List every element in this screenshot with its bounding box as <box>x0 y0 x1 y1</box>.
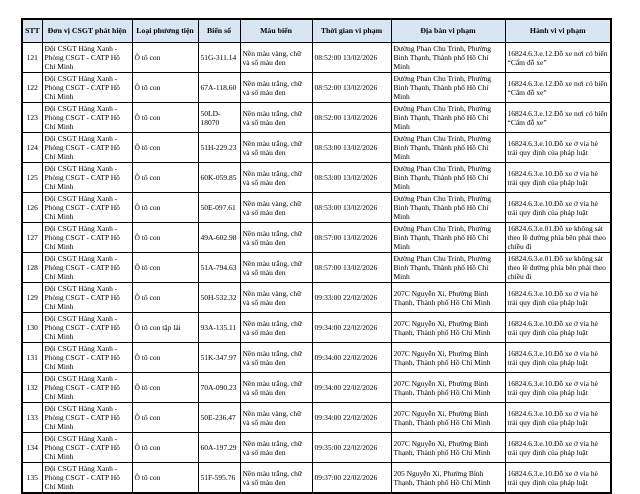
location-cell: 207C Nguyễn Xi, Phường Bình Thạnh, Thành phố Hồ Chí Minh <box>391 373 505 403</box>
violation-cell: 16824.6.3.e.10.Đỗ xe ở vỉa hè trái quy định của pháp luật <box>505 463 611 494</box>
violation-cell: 16824.6.3.e.10.Đỗ xe ở vỉa hè trái quy định của pháp luật <box>505 193 611 223</box>
time-cell: 08:52:00 13/02/2026 <box>312 103 391 133</box>
color-cell: Nền màu vàng, chữ và số màu đen <box>240 193 312 223</box>
violation-cell: 16824.6.3.e.10.Đỗ xe ở vỉa hè trái quy định của pháp luật <box>505 343 611 373</box>
color-cell: Nền màu trắng, chữ và số màu đen <box>240 343 312 373</box>
plate-cell: 51K-347.97 <box>198 343 240 373</box>
color-cell: Nền màu trắng, chữ và số màu đen <box>240 253 312 283</box>
vehicle-cell: Ô tô con <box>132 463 198 494</box>
table-row <box>22 343 611 373</box>
violation-cell: 16824.6.3.e.01.Đỗ xe không sát theo lề đường phía bên phải theo chiều đi <box>505 253 611 283</box>
plate-cell: 50H-532.32 <box>198 283 240 313</box>
color-cell: Nền màu trắng, chữ và số màu đen <box>240 73 312 103</box>
vehicle-cell: Ô tô con <box>132 163 198 193</box>
vehicle-cell: Ô tô con <box>132 253 198 283</box>
table-row <box>22 73 611 103</box>
stt-cell: 131 <box>22 343 42 373</box>
table-row <box>22 463 611 494</box>
color-cell: Nền màu trắng, chữ và số màu đen <box>240 463 312 494</box>
color-cell: Nền màu vàng, chữ và số màu đen <box>240 403 312 433</box>
location-cell: 207C Nguyễn Xi, Phường Bình Thạnh, Thành phố Hồ Chí Minh <box>391 313 505 343</box>
vehicle-cell: Ô tô con <box>132 433 198 463</box>
location-cell: Đường Phan Chu Trinh, Phường Bình Thạnh, Thành phố Hồ Chí Minh <box>391 133 505 163</box>
time-cell: 08:53:00 13/02/2026 <box>312 163 391 193</box>
plate-cell: 60K-059.85 <box>198 163 240 193</box>
location-cell: Đường Phan Chu Trinh, Phường Bình Thạnh, Thành phố Hồ Chí Minh <box>391 163 505 193</box>
vehicle-cell: Ô tô con <box>132 283 198 313</box>
table-row <box>22 403 611 433</box>
time-cell: 09:34:00 22/02/2026 <box>312 343 391 373</box>
violation-cell: 16824.6.3.e.01.Đỗ xe không sát theo lề đường phía bên phải theo chiều đi <box>505 223 611 253</box>
plate-cell: 67A-118.60 <box>198 73 240 103</box>
color-cell: Nền màu trắng, chữ và số màu đen <box>240 373 312 403</box>
plate-cell: 51G-311.14 <box>198 43 240 73</box>
location-cell: Đường Phan Chu Trinh, Phường Bình Thạnh, Thành phố Hồ Chí Minh <box>391 43 505 73</box>
column-header-time: Thời gian vi phạm <box>312 19 391 43</box>
unit-cell: Đội CSGT Hàng Xanh - Phòng CSGT - CATP Hồ Chí Minh <box>42 133 132 163</box>
violations-table <box>21 18 612 494</box>
unit-cell: Đội CSGT Hàng Xanh - Phòng CSGT - CATP Hồ Chí Minh <box>42 403 132 433</box>
stt-cell: 132 <box>22 373 42 403</box>
color-cell: Nền màu vàng, chữ và số màu đen <box>240 283 312 313</box>
table-row <box>22 283 611 313</box>
color-cell: Nền màu trắng, chữ và số màu đen <box>240 163 312 193</box>
location-cell: 207C Nguyễn Xi, Phường Bình Thạnh, Thành phố Hồ Chí Minh <box>391 283 505 313</box>
column-header-vehicle: Loại phương tiện <box>132 19 198 43</box>
location-cell: 205 Nguyễn Xi, Phường Bình Thạnh, Thành phố Hồ Chí Minh <box>391 463 505 494</box>
unit-cell: Đội CSGT Hàng Xanh - Phòng CSGT - CATP Hồ Chí Minh <box>42 433 132 463</box>
violation-cell: 16824.6.3.e.12.Đỗ xe nơi có biển “Cấm đỗ xe” <box>505 43 611 73</box>
column-header-plate: Biển số <box>198 19 240 43</box>
location-cell: Đường Phan Chu Trinh, Phường Bình Thạnh, Thành phố Hồ Chí Minh <box>391 193 505 223</box>
stt-cell: 129 <box>22 283 42 313</box>
table-row <box>22 223 611 253</box>
time-cell: 09:34:00 22/02/2026 <box>312 313 391 343</box>
vehicle-cell: Ô tô con <box>132 103 198 133</box>
time-cell: 08:53:00 13/02/2026 <box>312 193 391 223</box>
stt-cell: 130 <box>22 313 42 343</box>
stt-cell: 128 <box>22 253 42 283</box>
color-cell: Nền màu trắng, chữ và số màu đen <box>240 103 312 133</box>
color-cell: Nền màu trắng, chữ và số màu đen <box>240 313 312 343</box>
violations-table-body <box>22 43 611 494</box>
violations-table-header <box>22 19 611 43</box>
stt-cell: 125 <box>22 163 42 193</box>
vehicle-cell: Ô tô con <box>132 133 198 163</box>
column-header-location: Địa bàn vi phạm <box>391 19 505 43</box>
time-cell: 09:35:00 22/02/2026 <box>312 433 391 463</box>
violation-cell: 16824.6.3.e.10.Đỗ xe ở vỉa hè trái quy định của pháp luật <box>505 433 611 463</box>
stt-cell: 121 <box>22 43 42 73</box>
violation-cell: 16824.6.3.e.12.Đỗ xe nơi có biển “Cấm đỗ xe” <box>505 103 611 133</box>
column-header-violation: Hành vi vi phạm <box>505 19 611 43</box>
color-cell: Nền màu trắng, chữ và số màu đen <box>240 433 312 463</box>
stt-cell: 135 <box>22 463 42 494</box>
table-row <box>22 373 611 403</box>
unit-cell: Đội CSGT Hàng Xanh - Phòng CSGT - CATP Hồ Chí Minh <box>42 463 132 494</box>
location-cell: Đường Phan Chu Trinh, Phường Bình Thạnh, Thành phố Hồ Chí Minh <box>391 223 505 253</box>
location-cell: 207C Nguyễn Xi, Phường Bình Thạnh, Thành phố Hồ Chí Minh <box>391 433 505 463</box>
color-cell: Nền màu trắng, chữ và số màu đen <box>240 133 312 163</box>
time-cell: 08:57:00 13/02/2026 <box>312 253 391 283</box>
stt-cell: 122 <box>22 73 42 103</box>
color-cell: Nền màu vàng, chữ và số màu đen <box>240 43 312 73</box>
vehicle-cell: Ô tô con <box>132 223 198 253</box>
time-cell: 08:52:00 13/02/2026 <box>312 43 391 73</box>
color-cell: Nền màu trắng, chữ và số màu đen <box>240 223 312 253</box>
violation-cell: 16824.6.3.e.10.Đỗ xe ở vỉa hè trái quy định của pháp luật <box>505 313 611 343</box>
violation-cell: 16824.6.3.e.10.Đỗ xe ở vỉa hè trái quy định của pháp luật <box>505 403 611 433</box>
stt-cell: 123 <box>22 103 42 133</box>
vehicle-cell: Ô tô con <box>132 73 198 103</box>
violation-cell: 16824.6.3.e.12.Đỗ xe nơi có biển “Cấm đỗ xe” <box>505 73 611 103</box>
column-header-color: Màu biển <box>240 19 312 43</box>
table-row <box>22 103 611 133</box>
plate-cell: 49A-602.98 <box>198 223 240 253</box>
time-cell: 08:52:00 13/02/2026 <box>312 73 391 103</box>
vehicle-cell: Ô tô con <box>132 373 198 403</box>
violation-cell: 16824.6.3.e.10.Đỗ xe ở vỉa hè trái quy định của pháp luật <box>505 373 611 403</box>
unit-cell: Đội CSGT Hàng Xanh - Phòng CSGT - CATP Hồ Chí Minh <box>42 313 132 343</box>
time-cell: 09:37:00 22/02/2026 <box>312 463 391 494</box>
unit-cell: Đội CSGT Hàng Xanh - Phòng CSGT - CATP Hồ Chí Minh <box>42 73 132 103</box>
vehicle-cell: Ô tô con <box>132 193 198 223</box>
table-row <box>22 313 611 343</box>
time-cell: 08:53:00 13/02/2026 <box>312 133 391 163</box>
column-header-stt: STT <box>22 19 42 43</box>
plate-cell: 51H-229.23 <box>198 133 240 163</box>
stt-cell: 124 <box>22 133 42 163</box>
table-row <box>22 433 611 463</box>
vehicle-cell: Ô tô con <box>132 43 198 73</box>
time-cell: 09:33:00 22/02/2026 <box>312 283 391 313</box>
plate-cell: 50E-097.61 <box>198 193 240 223</box>
table-row <box>22 133 611 163</box>
unit-cell: Đội CSGT Hàng Xanh - Phòng CSGT - CATP Hồ Chí Minh <box>42 373 132 403</box>
plate-cell: 51F-595.76 <box>198 463 240 494</box>
location-cell: Đường Phan Chu Trinh, Phường Bình Thạnh, Thành phố Hồ Chí Minh <box>391 103 505 133</box>
table-row <box>22 163 611 193</box>
vehicle-cell: Ô tô con <box>132 403 198 433</box>
location-cell: Đường Phan Chu Trinh, Phường Bình Thạnh, Thành phố Hồ Chí Minh <box>391 73 505 103</box>
plate-cell: 50LD-18070 <box>198 103 240 133</box>
table-row <box>22 43 611 73</box>
time-cell: 08:57:00 13/02/2026 <box>312 223 391 253</box>
location-cell: Đường Phan Chu Trinh, Phường Bình Thạnh, Thành phố Hồ Chí Minh <box>391 253 505 283</box>
vehicle-cell: Ô tô con <box>132 343 198 373</box>
time-cell: 09:34:00 22/02/2026 <box>312 373 391 403</box>
stt-cell: 126 <box>22 193 42 223</box>
unit-cell: Đội CSGT Hàng Xanh - Phòng CSGT - CATP Hồ Chí Minh <box>42 253 132 283</box>
location-cell: 207C Nguyễn Xi, Phường Bình Thạnh, Thành phố Hồ Chí Minh <box>391 403 505 433</box>
unit-cell: Đội CSGT Hàng Xanh - Phòng CSGT - CATP Hồ Chí Minh <box>42 43 132 73</box>
location-cell: 207C Nguyễn Xi, Phường Bình Thạnh, Thành phố Hồ Chí Minh <box>391 343 505 373</box>
unit-cell: Đội CSGT Hàng Xanh - Phòng CSGT - CATP Hồ Chí Minh <box>42 103 132 133</box>
unit-cell: Đội CSGT Hàng Xanh - Phòng CSGT - CATP Hồ Chí Minh <box>42 193 132 223</box>
violation-cell: 16824.6.3.e.10.Đỗ xe ở vỉa hè trái quy định của pháp luật <box>505 163 611 193</box>
unit-cell: Đội CSGT Hàng Xanh - Phòng CSGT - CATP Hồ Chí Minh <box>42 223 132 253</box>
plate-cell: 51A-794.63 <box>198 253 240 283</box>
header-row <box>22 19 611 43</box>
plate-cell: 70A-090.23 <box>198 373 240 403</box>
stt-cell: 134 <box>22 433 42 463</box>
unit-cell: Đội CSGT Hàng Xanh - Phòng CSGT - CATP Hồ Chí Minh <box>42 163 132 193</box>
vehicle-cell: Ô tô con tập lái <box>132 313 198 343</box>
violation-cell: 16824.6.3.e.10.Đỗ xe ở vỉa hè trái quy định của pháp luật <box>505 133 611 163</box>
plate-cell: 50E-236.47 <box>198 403 240 433</box>
plate-cell: 60A-197.29 <box>198 433 240 463</box>
time-cell: 09:34:00 22/02/2026 <box>312 403 391 433</box>
stt-cell: 127 <box>22 223 42 253</box>
violation-cell: 16824.6.3.e.10.Đỗ xe ở vỉa hè trái quy định của pháp luật <box>505 283 611 313</box>
stt-cell: 133 <box>22 403 42 433</box>
table-row <box>22 253 611 283</box>
table-row <box>22 193 611 223</box>
plate-cell: 93A-135.11 <box>198 313 240 343</box>
unit-cell: Đội CSGT Hàng Xanh - Phòng CSGT - CATP Hồ Chí Minh <box>42 283 132 313</box>
column-header-unit: Đơn vị CSGT phát hiện <box>42 19 132 43</box>
unit-cell: Đội CSGT Hàng Xanh - Phòng CSGT - CATP Hồ Chí Minh <box>42 343 132 373</box>
